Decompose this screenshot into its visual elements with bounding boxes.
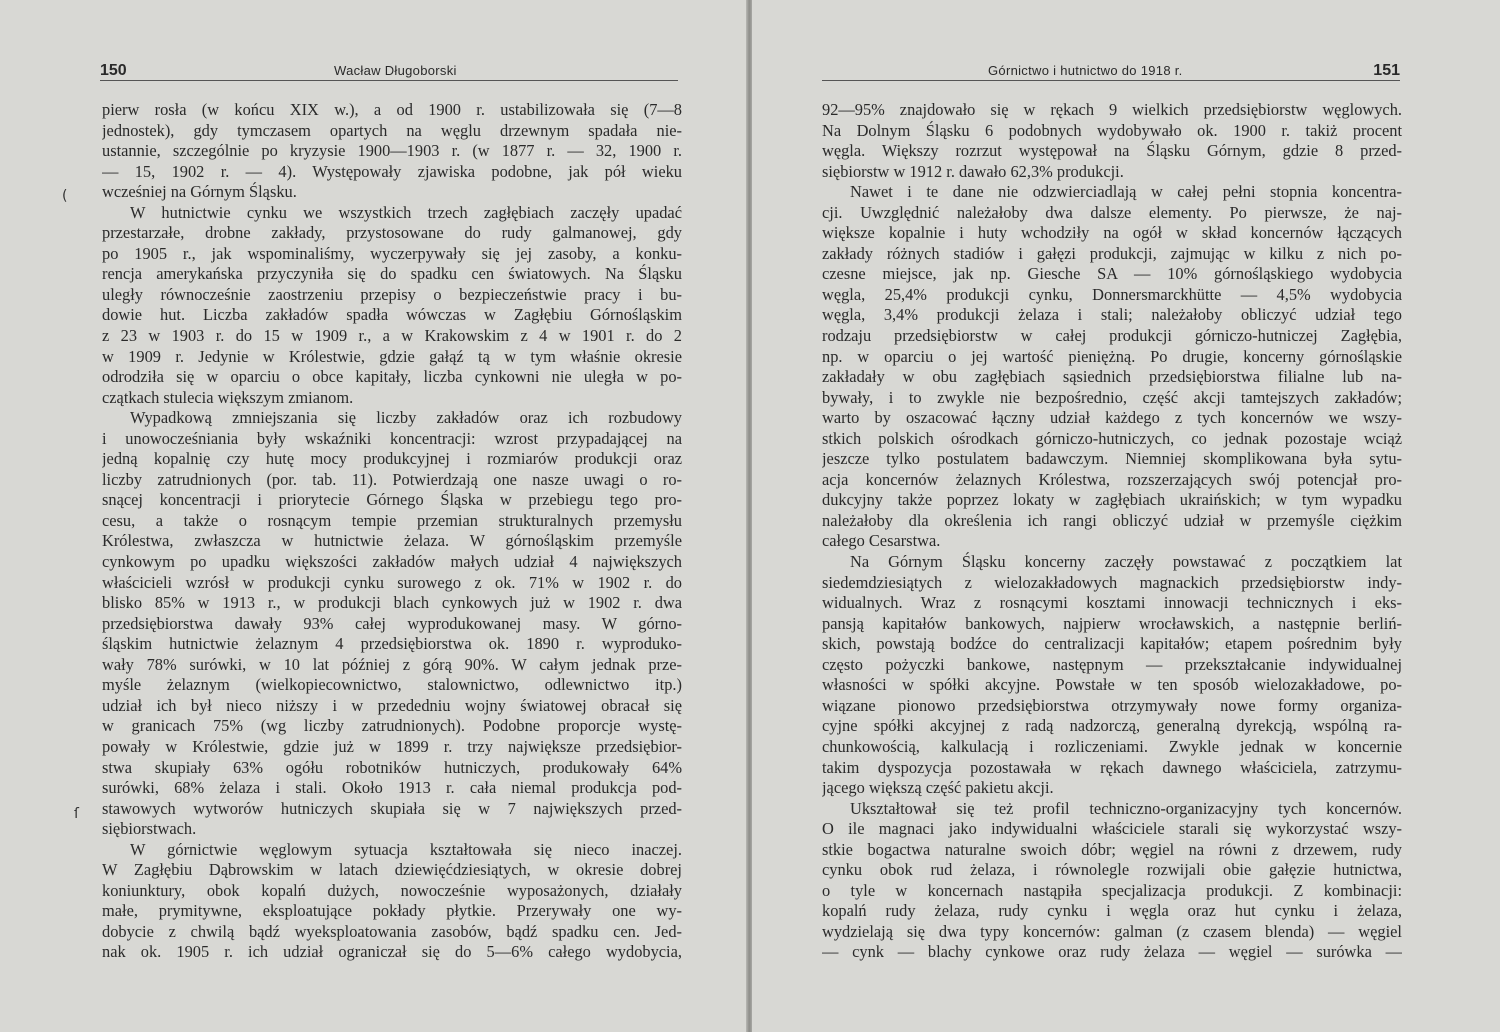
text-line: jącego większą część pakietu akcji. [822, 778, 1054, 798]
text-line: dobycie z chwilą bądź wyeksploatowania zasobów, bądź spadku cen. Jed- [102, 921, 682, 941]
text-line: zakłady różnych stadiów i gałęzi produkcji, zajmując w kilku z nich po- [822, 243, 1402, 263]
text-line: Nawet i te dane nie odzwierciadlają w całej pełni stopnia koncentra- [850, 182, 1402, 202]
text-line: siębiorstwach. [102, 819, 197, 839]
right-page [752, 0, 1500, 1032]
text-line: czątkach stulecia większym zmianom. [102, 387, 354, 407]
text-line: z 23 w 1903 r. do 15 w 1909 r., a w Krakowskim z 4 w 1901 r. do 2 [102, 326, 682, 346]
text-line: widualnych. Wraz z rosnącymi kosztami innowacji technicznych i eks- [822, 593, 1402, 613]
text-line: wały 78% surówki, w 10 lat później z górą 90%. W całym jednak prze- [102, 654, 682, 674]
text-line: liczby zatrudnionych (por. tab. 11). Potwierdzają one nasze uwagi o ro- [102, 469, 682, 489]
text-line: o tyle w koncernach nastąpiła specjalizacja produkcji. Z kombinacji: [822, 880, 1402, 900]
text-line: myśle żelaznym (wielkopiecownictwo, stalownictwo, odlewnictwo itp.) [102, 675, 682, 695]
text-line: stawowych wytworów hutniczych skupiała się w 7 największych przed- [102, 798, 682, 818]
text-line: w granicach 75% (wg liczby zatrudnionych). Podobne proporcje wystę- [102, 716, 682, 736]
text-line: chunkowością, kalkulacją i rozliczeniami. Zwykle jednak w koncernie [822, 736, 1402, 756]
text-line: — 15, 1902 r. — 4). Występowały zjawiska podobne, jak pół wieku [102, 161, 682, 181]
text-line: stkich polskich ośrodkach górniczo-hutniczych, co jednak pozostaje wciąż [822, 428, 1402, 448]
text-line: siębiorstw w 1912 r. dawało 62,3% produkcji. [822, 161, 1124, 181]
running-title: Górnictwo i hutnictwo do 1918 r. [988, 63, 1183, 78]
text-line: W hutnictwie cynku we wszystkich trzech zagłębiach zaczęły upadać [130, 202, 682, 222]
text-line: śląskim hutnictwie żelaznym 4 przedsiębiorstwa ok. 1890 r. wyproduko- [102, 634, 682, 654]
text-line: wiązane pionowo przedsiębiorstwa otrzymywały nowe formy organiza- [822, 695, 1402, 715]
text-line: jeszcze tylko postulatem badawczym. Niemniej skomplikowana była sytu- [822, 449, 1402, 469]
text-line: surówki, 68% żelaza i stali. Około 1913 r. cała niemal produkcja pod- [102, 778, 682, 798]
page-number: 150 [100, 62, 127, 79]
text-line: Na Górnym Śląsku koncerny zaczęły powstawać z początkiem lat [850, 552, 1402, 572]
right-page-body [822, 100, 1402, 963]
text-line: właścicieli wzrósł w produkcji cynku surowego z ok. 71% w 1902 r. do [102, 572, 682, 592]
text-line: Królestwa, zwłaszcza w hutnictwie żelaza. W górnośląskim przemyśle [102, 531, 682, 551]
text-line: często pożyczki bankowe, następnym — przekształcanie indywidualnej [822, 654, 1402, 674]
text-line: bywały, i to zwykle nie bezpośrednio, część akcji tamtejszych zakładów; [822, 387, 1402, 407]
text-line: odrodziła się w oparciu o obce kapitały, liczba cynkowni nie uległa w po- [102, 367, 682, 387]
text-line: O ile magnaci jako indywidualni właściciele starali się wykorzystać wszy- [822, 819, 1402, 839]
text-line: całego Cesarstwa. [822, 531, 941, 551]
text-line: stkie bogactwa naturalne swoich dóbr; węgiel na równi z drzewem, rudy [822, 839, 1402, 859]
text-line: W górnictwie węglowym sytuacja kształtowała się nieco inaczej. [130, 839, 682, 859]
text-line: i unowocześniania były wskaźniki koncentracji: wzrost przypadającej na [102, 428, 682, 448]
text-line: kopalń rudy żelaza, rudy cynku i węgla oraz hut cynku i żelaza, [822, 901, 1402, 921]
text-line: warto by oszacować łączny udział każdego z tych koncernów we wszy- [822, 408, 1402, 428]
text-line: skich, powstają bodźce do centralizacji kapitałów; etapem pośrednim były [822, 634, 1402, 654]
text-line: takim dyspozycja pozostawała w rękach dawnego właściciela, zatrzymu- [822, 757, 1402, 777]
text-line: Ukształtował się też profil techniczno-organizacyjny tych koncernów. [850, 798, 1402, 818]
text-line: uległy równocześnie zaostrzeniu przepisy o bezpieczeństwie pracy i bu- [102, 284, 682, 304]
left-page-body [102, 100, 682, 963]
text-line: snącej koncentracji i priorytecie Górnego Śląska w przebiegu tego pro- [102, 490, 682, 510]
text-line: blisko 85% w 1913 r., w produkcji blach cynkowych już w 1902 r. dwa [102, 593, 682, 613]
text-line: jednostek), gdy tymczasem opartych na węglu drzewnym spadała nie- [102, 120, 682, 140]
margin-mark: ( [62, 188, 68, 204]
text-line: wydzielają się dwa typy koncernów: galman (z czasem blenda) — węgiel [822, 921, 1402, 941]
text-line: cesu, a także o rosnącym tempie przemian strukturalnych przemysłu [102, 510, 682, 530]
text-line: przedsiębiorstwa dawały 93% całej wyprodukowanej masy. W górno- [102, 613, 682, 633]
text-line: stwa skupiały 63% ogółu robotników hutniczych, produkowały 64% [102, 757, 682, 777]
page-number: 151 [1373, 62, 1400, 79]
text-line: cji. Uwzględnić należałoby dwa dalsze elementy. Po pierwsze, że naj- [822, 202, 1402, 222]
text-line: dukcyjny także poprzez lokaty w zagłębiach ukraińskich; w tym wypadku [822, 490, 1402, 510]
text-line: węgla, 3,4% produkcji żelaza i stali; należałoby obliczyć udział tego [822, 305, 1402, 325]
text-line: acja koncernów żelaznych Królestwa, rozszerzających swój potencjał pro- [822, 469, 1402, 489]
text-line: W Zagłębiu Dąbrowskim w latach dziewięćdziesiątych, w okresie dobrej [102, 860, 682, 880]
text-line: węgla. Większy rozrzut występował na Śląsku Górnym, gdzie 8 przed- [822, 141, 1402, 161]
text-line: 92—95% znajdowało się w rękach 9 wielkich przedsiębiorstw węglowych. [822, 100, 1402, 119]
text-line: zakładały w obu zagłębiach sąsiednich przedsiębiorstwa filialne lub na- [822, 367, 1402, 387]
right-page-header [822, 58, 1400, 81]
text-line: koniunktury, obok kopalń dużych, nowocześnie wyposażonych, działały [102, 880, 682, 900]
margin-mark: ſ [74, 806, 79, 822]
text-line: w 1909 r. Jedynie w Królestwie, gdzie gałąź tą w tym właśnie okresie [102, 346, 682, 366]
text-line: siedemdziesiątych z wielozakładowych magnackich przedsiębiorstw indy- [822, 572, 1402, 592]
text-line: należałoby dla określenia ich rangi obliczyć udział w przemyśle ciężkim [822, 510, 1402, 530]
text-line: cyjne spółki akcyjnej z radą nadzorczą, generalną dyrekcją, wspólną ra- [822, 716, 1402, 736]
text-line: Na Dolnym Śląsku 6 podobnych wydobywało ok. 1900 r. takiż procent [822, 120, 1402, 140]
text-line: — cynk — blachy cynkowe oraz rudy żelaza — węgiel — surówka — [822, 942, 1402, 962]
text-line: cynku obok rud żelaza, i równolegle rozwijali obie gałęzie hutnictwa, [822, 860, 1402, 880]
text-line: własności w spółki akcyjne. Powstałe w ten sposób wielozakładowe, po- [822, 675, 1402, 695]
text-line: pansją kapitałów bankowych, najpierw wrocławskich, a następnie berliń- [822, 613, 1402, 633]
text-line: np. w oparciu o jej wartość pieniężną. Po drugie, koncerny górnośląskie [822, 346, 1402, 366]
running-title: Wacław Długoborski [334, 63, 457, 78]
text-line: małe, prymitywne, eksploatujące pokłady płytkie. Przerywały one wy- [102, 901, 682, 921]
text-line: wcześniej na Górnym Śląsku. [102, 182, 297, 202]
text-line: ustannie, szczególnie po kryzysie 1900—1903 r. (w 1877 r. — 32, 1900 r. [102, 141, 682, 161]
left-page [0, 0, 748, 1032]
text-line: dowie hut. Liczba zakładów spadła wówczas w Zagłębiu Górnośląskim [102, 305, 682, 325]
text-line: powały w Królestwie, gdzie już w 1899 r. trzy największe przedsiębior- [102, 736, 682, 756]
text-line: czesne miejsce, jak np. Giesche SA — 10% górnośląskiego wydobycia [822, 264, 1402, 284]
left-page-header [100, 58, 678, 81]
text-line: rencja amerykańska przyczyniła się do spadku cen światowych. Na Śląsku [102, 264, 682, 284]
text-line: pierw rosła (w końcu XIX w.), a od 1900 r. ustabilizowała się (7—8 [102, 100, 682, 119]
text-line: węgla, 25,4% produkcji cynku, Donnersmarckhütte — 4,5% wydobycia [822, 284, 1402, 304]
text-line: cynkowym po upadku większości zakładów małych udział 4 największych [102, 552, 682, 572]
text-line: większe kopalnie i huty wchodziły na ogół w skład koncernów łączących [822, 223, 1402, 243]
text-line: rodzaju przedsiębiorstw w całej produkcji górniczo-hutniczej Zagłębia, [822, 326, 1402, 346]
text-line: przestarzałe, drobne zakłady, przystosowane do rudy galmanowej, gdy [102, 223, 682, 243]
text-line: nak ok. 1905 r. ich udział ograniczał się do 5—6% całego wydobycia, [102, 942, 682, 962]
text-line: Wypadkową zmniejszania się liczby zakładów oraz ich rozbudowy [130, 408, 682, 428]
text-line: jedną kopalnię czy hutę mocy produkcyjnej i rozmiarów produkcji oraz [102, 449, 682, 469]
text-line: udział ich był nieco niższy i w przededniu wojny światowej obracał się [102, 695, 682, 715]
text-line: po 1905 r., jak wspominaliśmy, wyczerpywały się jej zasoby, a konku- [102, 243, 682, 263]
